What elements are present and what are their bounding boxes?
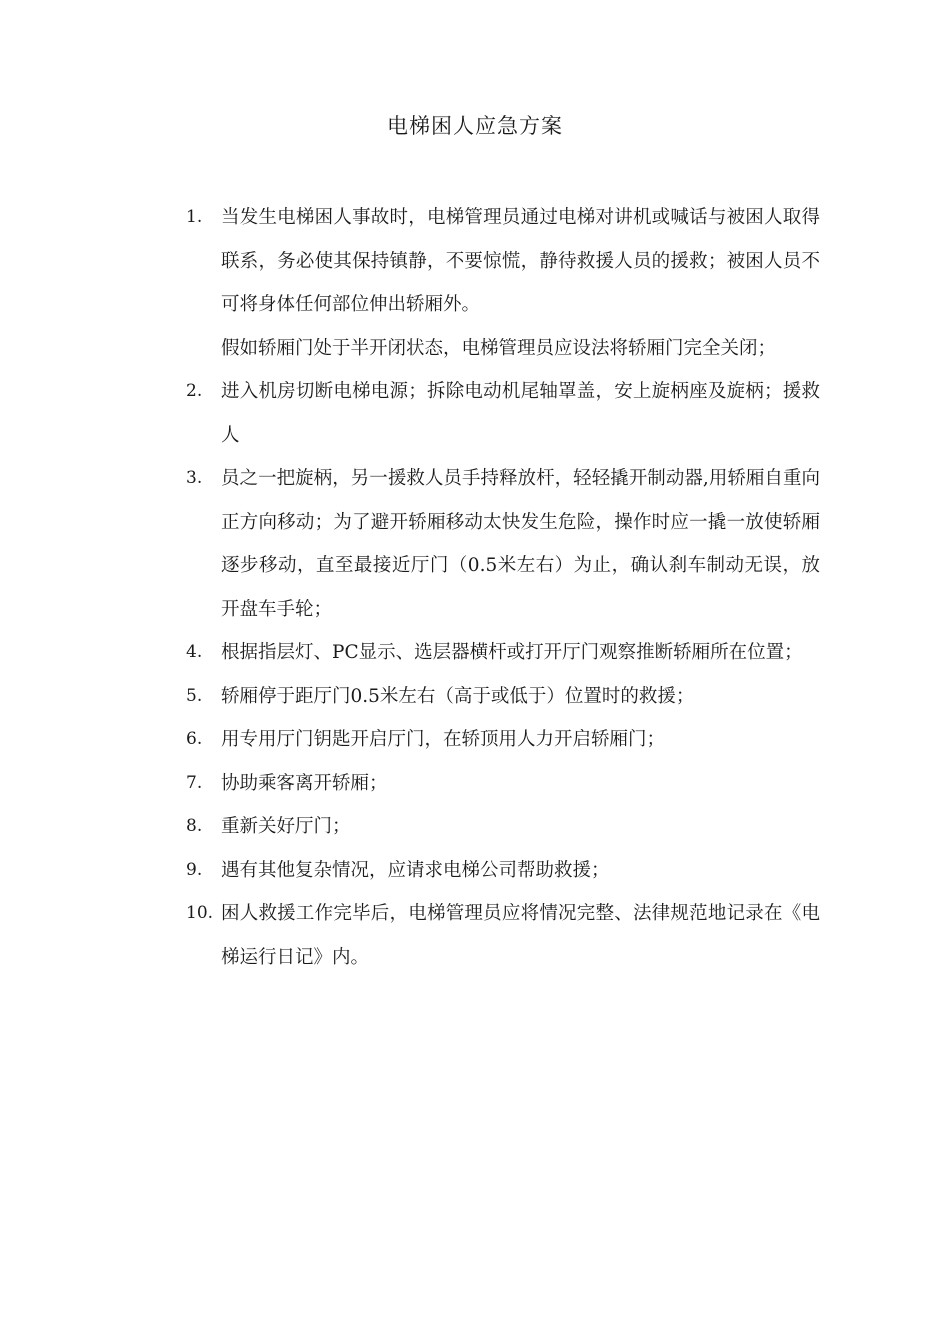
list-item-7 (0, 762, 950, 806)
item-number: 7. (186, 772, 203, 793)
item-text: 困人救援工作完毕后，电梯管理员应将情况完整、法律规范地记录在《电梯运行日记》内。 (221, 903, 820, 968)
item-number: 8. (186, 816, 203, 836)
list-item-10 (0, 892, 950, 979)
list-item-9 (0, 849, 950, 893)
item-text: 进入机房切断电梯电源；拆除电动机尾轴罩盖，安上旋柄座及旋柄；援救人 (221, 381, 820, 446)
item-number: 4. (186, 642, 203, 662)
item-number: 5. (186, 685, 203, 706)
item-number: 3. (186, 468, 203, 488)
list-item-8 (0, 805, 950, 849)
list-item-3 (0, 457, 950, 631)
item-continuation-text: 假如轿厢门处于半开闭状态，电梯管理员应设法将轿厢门完全关闭； (221, 337, 777, 359)
list-item-5 (0, 675, 950, 719)
list-item-6 (0, 718, 950, 762)
item-number: 9. (186, 859, 203, 880)
item-text: 用专用厅门钥匙开启厅门，在轿顶用人力开启轿厢门； (221, 729, 666, 750)
item-number: 6. (186, 729, 203, 749)
document-title: 电梯困人应急方案 (387, 114, 563, 138)
item-text: 根据指层灯、PC显示、选层器横杆或打开厅门观察推断轿厢所在位置； (221, 642, 803, 663)
item-text: 重新关好厅门； (221, 816, 351, 837)
item-number: 1. (186, 207, 203, 227)
list-item-4 (0, 631, 950, 675)
item-text: 当发生电梯困人事故时，电梯管理员通过电梯对讲机或喊话与被困人取得联系，务必使其保持镇静，不要惊慌，静待救援人员的援救；被困人员不可将身体任何部位伸出轿厢外。 (221, 207, 820, 315)
item-number: 10. (186, 903, 214, 923)
list-item-1 (0, 196, 950, 370)
procedure-list (0, 196, 950, 979)
list-item-2 (0, 370, 950, 457)
item-text: 协助乘客离开轿厢； (221, 772, 388, 794)
item-text: 员之一把旋柄，另一援救人员手持释放杆，轻轻撬开制动器,用轿厢自重向正方向移动；为了避开轿厢移动太快发生危险，操作时应一撬一放使轿厢逐步移动，直至最接近厅门（0.5米左右）为止，确认刹车制动无误，放开盘车手轮； (221, 468, 820, 620)
item-number: 2. (186, 381, 203, 401)
item-text: 遇有其他复杂情况，应请求电梯公司帮助救援； (221, 859, 610, 881)
item-text: 轿厢停于距厅门0.5米左右（高于或低于）位置时的救援； (221, 685, 695, 707)
